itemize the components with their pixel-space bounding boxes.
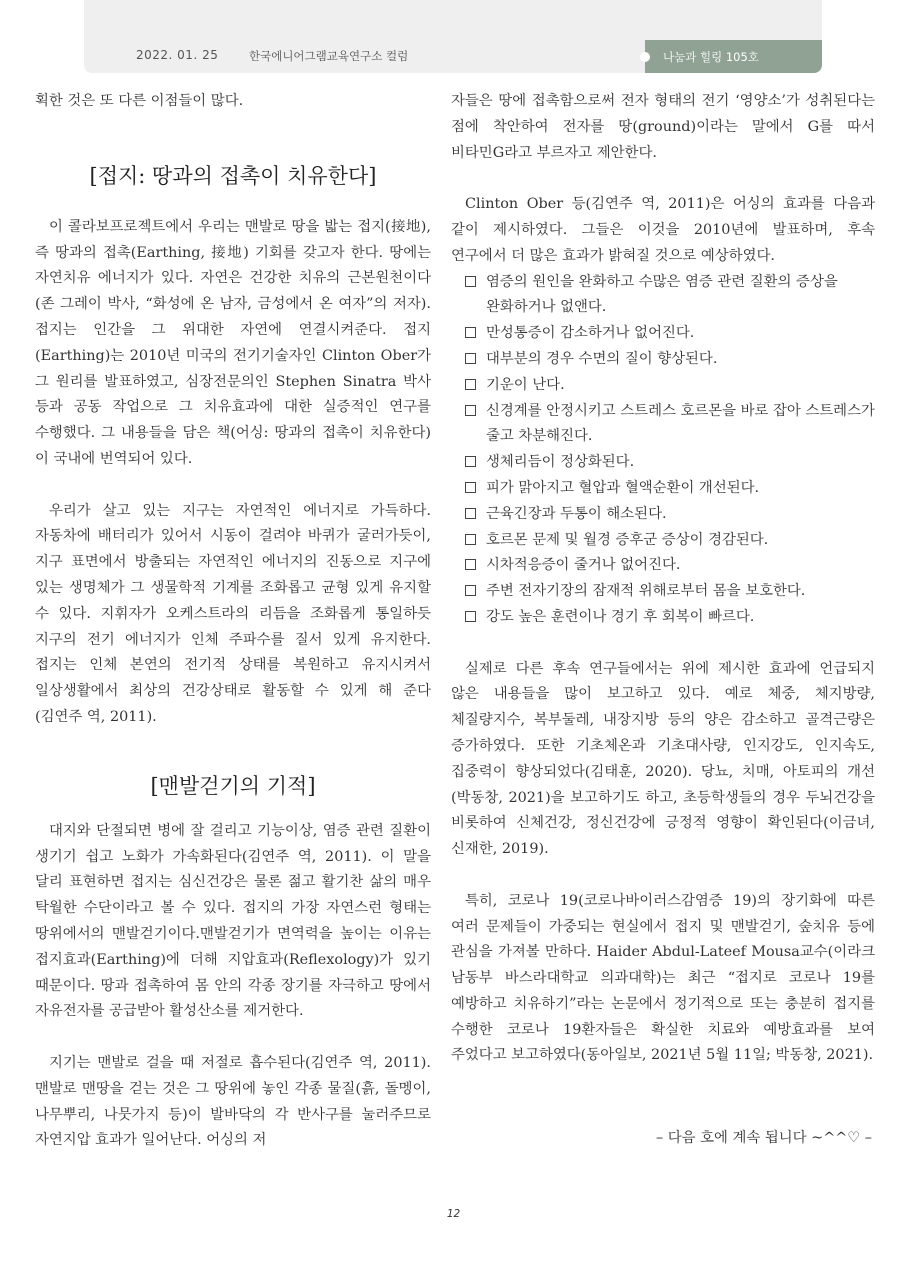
- list-item: 만성통증이 감소하거나 없어진다.: [465, 321, 875, 347]
- checkbox-icon: [465, 456, 476, 467]
- paragraph: 자들은 땅에 접촉함으로써 전자 형태의 전기 ‘영양소’가 성취된다는 점에 착안하여 전자를 땅(ground)이라는 말에서 G를 따서 비타민G라고 부르자고 제안한다.: [451, 93, 875, 161]
- checkbox-icon: [465, 353, 476, 364]
- issue-dot-icon: [640, 52, 650, 62]
- header-date: 2022. 01. 25: [136, 48, 219, 62]
- list-item: 강도 높은 훈련이나 경기 후 회복이 빠르다.: [465, 605, 875, 631]
- checkbox-icon: [465, 276, 476, 287]
- list-item: 피가 맑아지고 혈압과 혈액순환이 개선된다.: [465, 476, 875, 502]
- paragraph: 우리가 살고 있는 지구는 자연적인 에너지로 가득하다. 자동차에 배터리가 있어서 시동이 걸려야 바퀴가 굴러가듯이, 지구 표면에서 방출되는 자연적인 에너지의 진동으로 지구에 있는 생명체가 그 생물학적 기계를 조화롭고 균형 있게 유지할 수 있다. 지휘자가 오케스트라의 리듬을 조화롭게 통일하듯 지구의 전기 에너지가 인체 주파수를 질서 있게 유지한다. 접지는 인체 본연의 전기적 상태를 복원하고 유지시켜서 일상생활에서 최상의 건강상태로 활동할 수 있게 해 준다(김연주 역, 2011).: [35, 502, 431, 725]
- list-item: 기운이 난다.: [465, 373, 875, 399]
- page-number: 12: [446, 1208, 461, 1220]
- checkbox-icon: [465, 482, 476, 493]
- checkbox-icon: [465, 508, 476, 519]
- paragraph: 획한 것은 또 다른 이점들이 많다.: [35, 93, 244, 109]
- paragraph: 대지와 단절되면 병에 잘 걸리고 기능이상, 염증 관련 질환이 생기기 쉽고 노화가 가속화된다(김연주 역, 2011). 이 말을 달리 표현하면 접지는 심신건강은 물론 젊고 활기찬 삶의 매우 탁월한 수단이라고 볼 수 있다. 접지의 가장 자연스런 형태는 땅위에서의 맨발걷기이다.맨발걷기가 면역력을 높이는 이유는 접지효과(Earthing)에 더해 지압효과(Reflexology)가 있기 때문이다. 땅과 접촉하여 몸 안의 각종 장기를 자극하고 땅에서 자유전자를 공급받아 활성산소를 제거한다.: [35, 822, 431, 1020]
- checkbox-icon: [465, 585, 476, 596]
- section-title: [접지: 땅과의 접촉이 치유한다]: [89, 163, 377, 188]
- list-item: 생체리듬이 정상화된다.: [465, 450, 875, 476]
- left-column: [35, 89, 431, 1154]
- continued-note: – 다음 호에 계속 됩니다 ~^^♡ –: [655, 1130, 872, 1146]
- paragraph: Clinton Ober 등(김연주 역, 2011)은 어싱의 효과를 다음과 같이 제시하였다. 그들은 이것을 2010년에 발표하며, 후속 연구에서 더 많은 효과가 밝혀질 것으로 예상하였다.: [451, 196, 875, 264]
- list-item: 호르몬 문제 및 월경 증후군 증상이 경감된다.: [465, 528, 875, 554]
- effects-list: [451, 270, 875, 631]
- list-item: 주변 전자기장의 잠재적 위해로부터 몸을 보호한다.: [465, 579, 875, 605]
- list-item: 대부분의 경우 수면의 질이 향상된다.: [465, 347, 875, 373]
- header-organization: 한국에니어그램교육연구소 컬럼: [249, 49, 409, 63]
- checkbox-icon: [465, 611, 476, 622]
- list-item: 신경계를 안정시키고 스트레스 호르몬을 바로 잡아 스트레스가 줄고 차분해진다.: [465, 399, 875, 451]
- section-title: [맨발걷기의 기적]: [150, 773, 316, 798]
- issue-label: 나눔과 힐링 105호: [663, 50, 759, 64]
- checkbox-icon: [465, 327, 476, 338]
- paragraph: 특히, 코로나 19(코로나바이러스감염증 19)의 장기화에 따른 여러 문제들이 가중되는 현실에서 접지 및 맨발걷기, 숲치유 등에 관심을 가져볼 만하다. Haider Abdul-Lateef Mousa교수(이라크 남동부 바스라대학교 의과대학)는 최근 “접지로 코로나 19를 예방하고 치유하기”라는 논문에서 정기적으로 또는 충분히 접지를 수행한 코로나 19환자들은 확실한 치료와 예방효과를 보여 주었다고 보고하였다(동아일보, 2021년 5월 11일; 박동창, 2021).: [451, 892, 875, 1064]
- checkbox-icon: [465, 405, 476, 416]
- checkbox-icon: [465, 559, 476, 570]
- paragraph: 실제로 다른 후속 연구들에서는 위에 제시한 효과에 언급되지 않은 내용들을 많이 보고하고 있다. 예로 체중, 체지방량, 체질량지수, 복부둘레, 내장지방 등의 양은 감소하고 골격근량은 증가하였다. 또한 기초체온과 기초대사량, 인지강도, 인지속도, 집중력이 향상되었다(김태훈, 2020). 당뇨, 치매, 아토피의 개선(박동창, 2021)을 보고하기도 하고, 초등학생들의 경우 두뇌건강을 비롯하여 신체건강, 정신건강에 긍정적 영향이 확인된다(이금녀, 신재한, 2019).: [451, 660, 875, 858]
- paragraph: 지기는 맨발로 걸을 때 저절로 흡수된다(김연주 역, 2011). 맨발로 맨땅을 걷는 것은 그 땅위에 놓인 각종 물질(흙, 돌멩이, 나무뿌리, 나뭇가지 등)이 발바닥의 각 반사구를 눌러주므로 자연지압 효과가 일어난다. 어싱의 저: [35, 1054, 431, 1149]
- checkbox-icon: [465, 379, 476, 390]
- right-column: [451, 89, 875, 1069]
- issue-tab: [645, 40, 822, 73]
- list-item: 시차적응증이 줄거나 없어진다.: [465, 553, 875, 579]
- list-item: 근육긴장과 두통이 해소된다.: [465, 502, 875, 528]
- checkbox-icon: [465, 534, 476, 545]
- paragraph: 이 콜라보프로젝트에서 우리는 맨발로 땅을 밟는 접지(接地), 즉 땅과의 접촉(Earthing, 接地) 기회를 갖고자 한다. 땅에는 자연치유 에너지가 있다. 자연은 건강한 치유의 근본원천이다(존 그레이 박사, “화성에 온 남자, 금성에서 온 여자”의 저자). 접지는 인간을 그 위대한 자연에 연결시켜준다. 접지(Earthing)는 2010년 미국의 전기기술자인 Clinton Ober가 그 원리를 발표하였고, 심장전문의인 Stephen Sinatra 박사 등과 공동 작업으로 그 치유효과에 대한 실증적인 연구를 수행했다. 그 내용들을 담은 책(어싱: 땅과의 접촉이 치유한다)이 국내에 번역되어 있다.: [35, 218, 431, 467]
- list-item: 염증의 원인을 완화하고 수많은 염증 관련 질환의 증상을 완화하거나 없앤다.: [465, 270, 875, 322]
- page-header: [84, 0, 822, 73]
